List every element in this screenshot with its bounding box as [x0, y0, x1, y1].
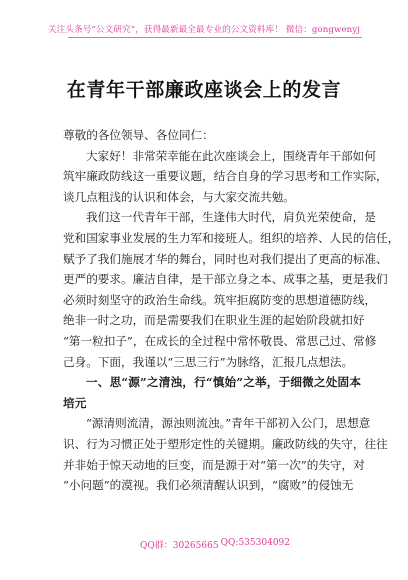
document-body: [63, 125, 400, 496]
paragraph-line: 赋予了我们施展才华的舞台，同时也对我们提出了更高的标准、: [63, 251, 388, 266]
paragraph-line: “小问题”的漠视。我们必须清醒认识到，“腐败”的侵蚀无: [63, 478, 354, 493]
paragraph-line: 更严的要求。廉洁自律，是干部立身之本、成事之基，更是我们: [63, 272, 388, 287]
paragraph-line: 大家好！非常荣幸能在此次座谈会上，围绕青年干部如何: [86, 148, 376, 163]
paragraph-line: 并非始于惊天动地的巨变，而是源于对“第一次”的失守，对: [63, 457, 365, 472]
paragraph-line: 我们这一代青年干部，生逢伟大时代，肩负光荣使命，是: [86, 210, 376, 225]
paragraph-line: “第一粒扣子”，在成长的全过程中常怀敬畏、常思己过、常修: [63, 333, 377, 348]
paragraph-line: “源清则流清，源浊则流浊。”青年干部初入公门，思想意: [86, 416, 371, 431]
footer-qq: QQ:535304092: [220, 538, 290, 548]
paragraph-line: 识、行为习惯正处于塑形定性的关键期。廉政防线的失守，往往: [63, 436, 388, 451]
paragraph-line: 谈几点粗浅的认识和体会，与大家交流共勉。: [63, 189, 295, 204]
header-promo-note: 关注头条号“公文研究”，获得最新最全最专业的公文资料库！ 微信：gongwenyj: [47, 25, 361, 35]
salutation: 尊敬的各位领导、各位同仁：: [63, 128, 214, 142]
section-heading-continued: 培元: [63, 395, 87, 410]
footer-contact: [140, 538, 290, 551]
document-title: 在青年干部廉政座谈会上的发言: [66, 79, 342, 101]
paragraph-line: 必须时刻坚守的政治生命线。筑牢拒腐防变的思想道德防线，: [63, 292, 377, 307]
section-heading: 一、思“源”之清浊，行“慎始”之举，于细微之处固本: [86, 375, 362, 390]
paragraph-line: 己身。下面，我谨以“三思三行”为脉络，汇报几点想法。: [63, 354, 354, 369]
paragraph-line: 绝非一时之功，而是需要我们在职业生涯的起始阶段就扣好: [63, 313, 365, 328]
paragraph-line: 筑牢廉政防线这一重要议题，结合自身的学习思考和工作实际，: [63, 169, 388, 184]
paragraph-line: 党和国家事业发展的生力军和接班人。组织的培养、人民的信任，: [63, 230, 400, 245]
header-divider: [68, 37, 362, 38]
footer-qq-group: QQ群：30265665: [140, 541, 219, 551]
